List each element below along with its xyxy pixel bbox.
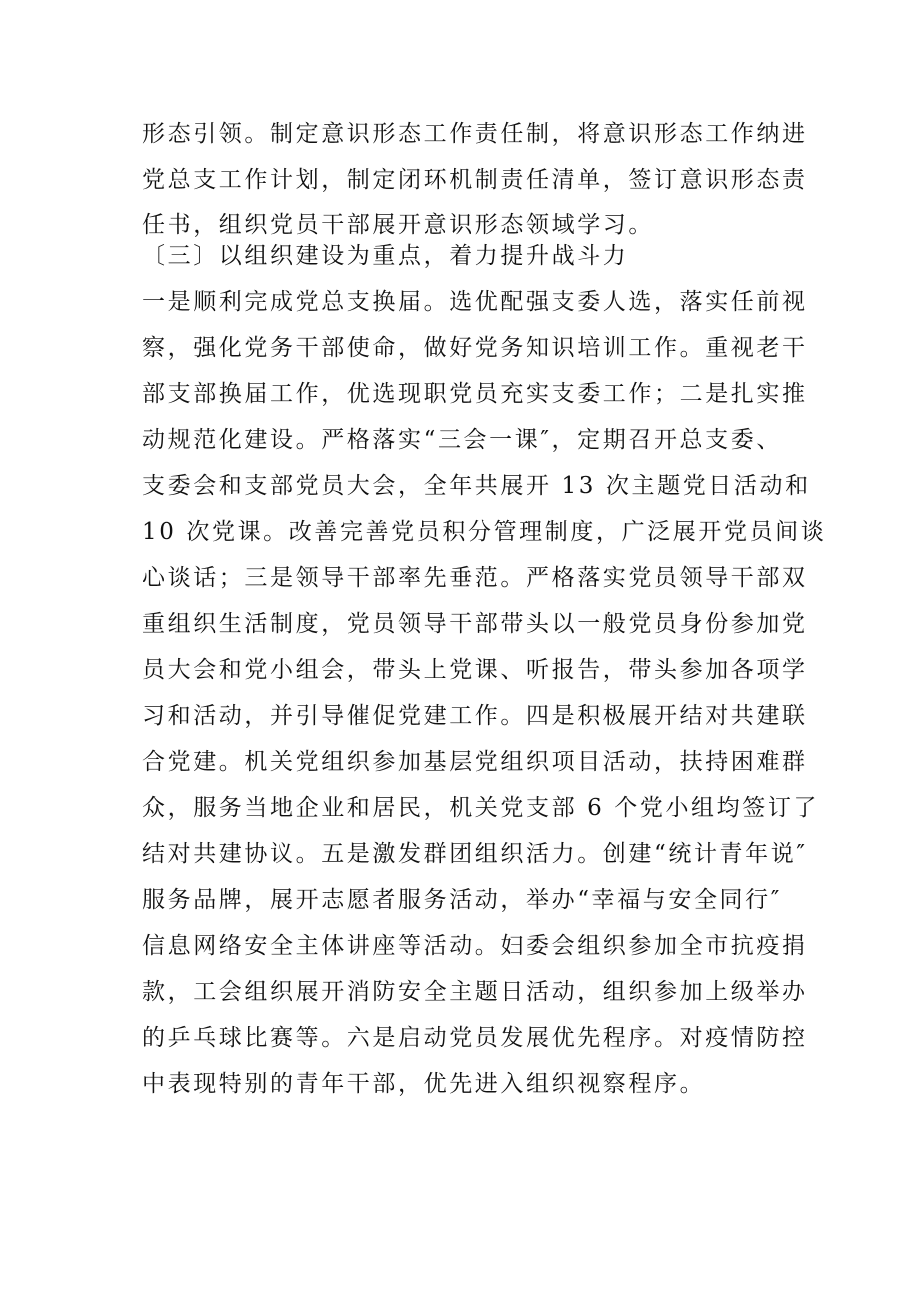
text-line: 信息网络安全主体讲座等活动。妇委会组织参加全市抗疫捐 (142, 933, 808, 959)
text-line: 的乒乓球比赛等。六是启动党员发展优先程序。对疫情防控 (142, 1025, 808, 1051)
text-line: 结对共建协议。五是激发群团组织活力。创建“统计青年说″ (142, 841, 808, 867)
text-line: 心谈话；三是领导干部率先垂范。严格落实党员领导干部双 (142, 565, 808, 591)
text-line: 党总支工作计划，制定闭环机制责任清单，签订意识形态责 (142, 167, 808, 193)
text-line: 10 次党课。改善完善党员积分管理制度，广泛展开党员间谈 (142, 519, 827, 545)
text-line: 察，强化党务干部使命，做好党务知识培训工作。重视老干 (142, 335, 808, 361)
text-line: 部支部换届工作，优选现职党员充实支委工作；二是扎实推 (142, 381, 808, 407)
text-line: 合党建。机关党组织参加基层党组织项目活动，扶持困难群 (142, 749, 808, 775)
text-line: 重组织生活制度，党员领导干部带头以一般党员身份参加党 (142, 611, 808, 637)
text-line: 一是顺利完成党总支换届。选优配强支委人选，落实任前视 (142, 289, 808, 315)
section-heading: 〔三〕以组织建设为重点，着力提升战斗力 (142, 243, 629, 269)
text-line: 动规范化建设。严格落实“三会一课″，定期召开总支委、 (142, 427, 782, 453)
text-line: 支委会和支部党员大会，全年共展开 13 次主题党日活动和 (142, 473, 811, 499)
text-line: 服务品牌，展开志愿者服务活动，举办“幸福与安全同行″ (142, 887, 782, 913)
text-line: 习和活动，并引导催促党建工作。四是积极展开结对共建联 (142, 703, 808, 729)
text-line: 众，服务当地企业和居民，机关党支部 6 个党小组均签订了 (142, 795, 820, 821)
text-line: 款，工会组织展开消防安全主题日活动，组织参加上级举办 (142, 979, 808, 1005)
text-line: 形态引领。制定意识形态工作责任制，将意识形态工作纳进 (142, 121, 808, 147)
text-line: 任书，组织党员干部展开意识形态领域学习。 (142, 212, 654, 238)
text-line: 中表现特别的青年干部，优先进入组织视察程序。 (142, 1071, 706, 1097)
text-line: 员大会和党小组会，带头上党课、听报告，带头参加各项学 (142, 657, 808, 683)
